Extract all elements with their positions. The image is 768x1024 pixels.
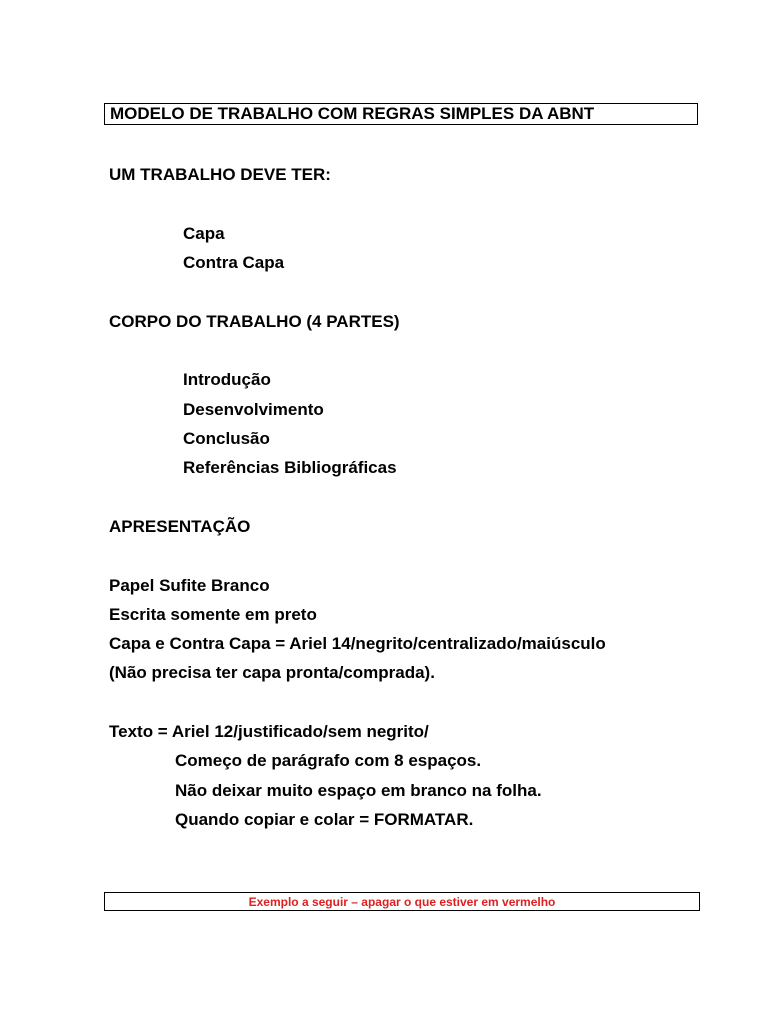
body-item-development: Desenvolvimento (183, 400, 324, 419)
presentation-line: Capa e Contra Capa = Ariel 14/negrito/centralizado/maiúsculo (109, 634, 606, 653)
footer-note-box (104, 892, 700, 911)
presentation-heading: APRESENTAÇÃO (109, 517, 251, 536)
body-heading: CORPO DO TRABALHO (4 PARTES) (109, 312, 400, 331)
document-title: MODELO DE TRABALHO COM REGRAS SIMPLES DA ABNT (110, 104, 595, 123)
body-item-conclusion: Conclusão (183, 429, 270, 448)
presentation-line: Escrita somente em preto (109, 605, 317, 624)
title-box (104, 103, 698, 125)
must-have-heading: UM TRABALHO DEVE TER: (109, 165, 331, 184)
body-item-introduction: Introdução (183, 370, 271, 389)
footer-note: Exemplo a seguir – apagar o que estiver em vermelho (248, 895, 556, 909)
presentation-line: Papel Sufite Branco (109, 576, 270, 595)
text-rule-subitem: Não deixar muito espaço em branco na folha. (175, 781, 542, 800)
text-rule-subitem: Começo de parágrafo com 8 espaços. (175, 751, 482, 770)
must-have-item-cover: Capa (183, 224, 225, 243)
presentation-line: (Não precisa ter capa pronta/comprada). (109, 663, 435, 682)
text-rule-subitem: Quando copiar e colar = FORMATAR. (175, 810, 474, 829)
body-item-references: Referências Bibliográficas (183, 458, 397, 477)
must-have-item-back-cover: Contra Capa (183, 253, 285, 272)
text-rule-main: Texto = Ariel 12/justificado/sem negrito/ (109, 722, 429, 741)
